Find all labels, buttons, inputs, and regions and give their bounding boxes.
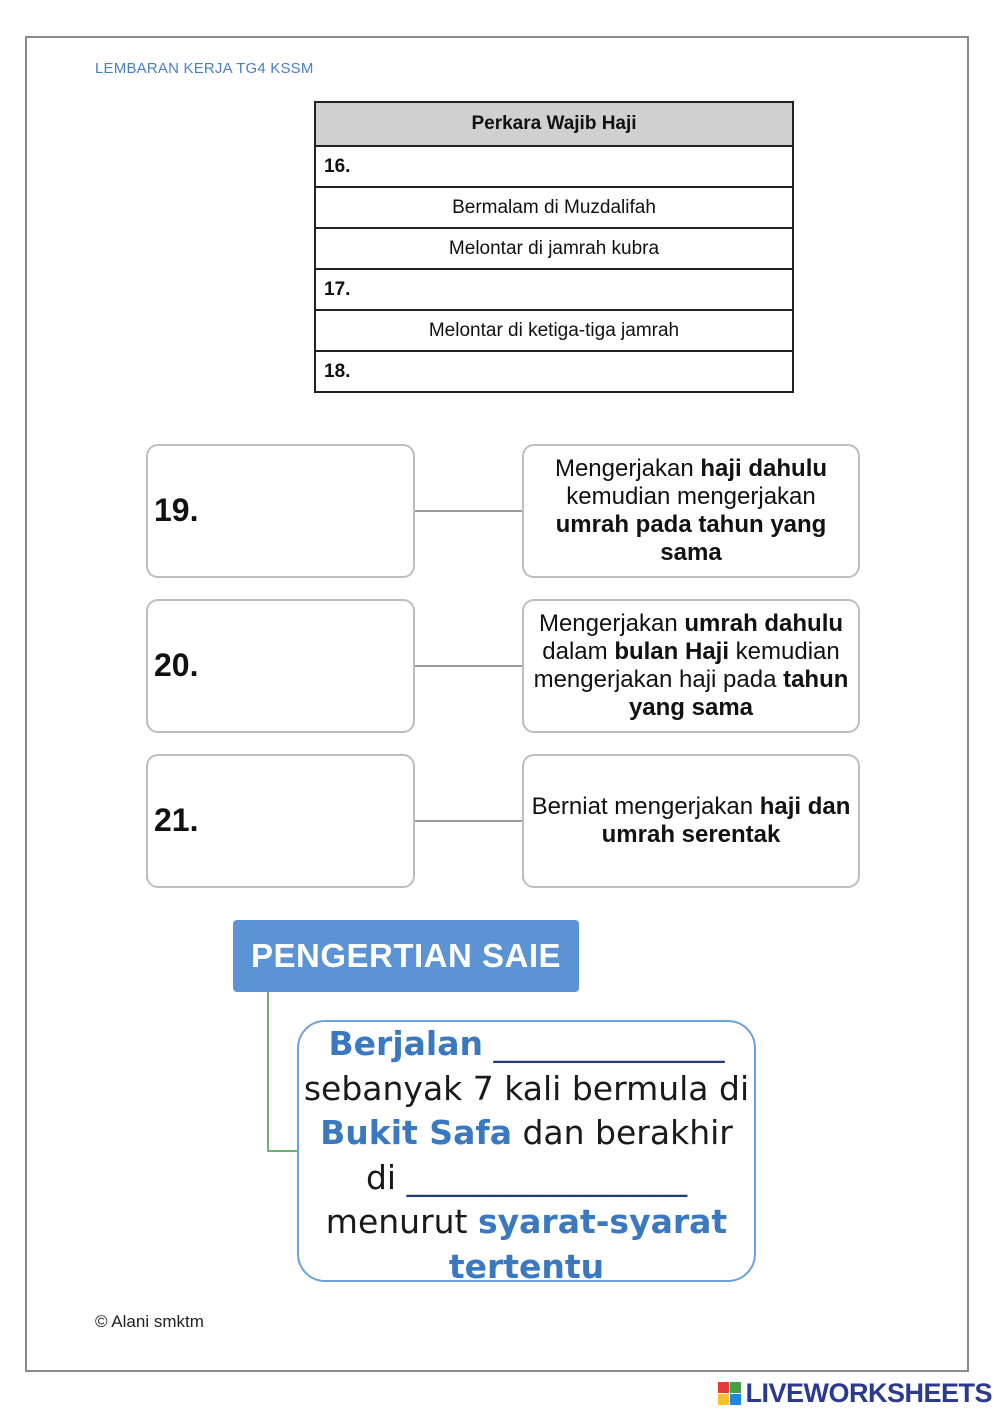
description-segment: Mengerjakan [538, 610, 685, 637]
word-berjalan: Berjalan [328, 1024, 483, 1063]
table-heading: Perkara Wajib Haji [315, 102, 793, 146]
answer-cell[interactable]: 18. [315, 351, 793, 392]
logo-square [718, 1394, 729, 1405]
word-syarat: syarat-syarat tertentu [448, 1202, 728, 1286]
saie-text-2: dan berakhir [522, 1113, 733, 1152]
description-bold: umrah pada tahun yang sama [555, 511, 827, 566]
table-cell: Melontar di jamrah kubra [315, 228, 793, 269]
table-row [315, 187, 793, 228]
description-bold: tahun yang sama [628, 666, 849, 721]
answer-cell[interactable]: 16. [315, 146, 793, 187]
liveworksheets-brand[interactable] [718, 1378, 992, 1409]
word-bukit-safa: Bukit Safa [320, 1113, 512, 1152]
description-bold: bulan [614, 638, 679, 665]
answer-number: 20. [154, 647, 199, 683]
table-cell: Melontar di ketiga-tiga jamrah [315, 310, 793, 351]
answer-box[interactable] [146, 599, 415, 733]
connector-line [415, 510, 523, 512]
liveworksheets-logo-icon [718, 1382, 741, 1405]
description-segment [678, 638, 685, 665]
description-segment: Berniat mengerjakan [531, 793, 760, 820]
answer-box[interactable] [146, 444, 415, 578]
description-box [522, 599, 860, 733]
table-row [315, 310, 793, 351]
answer-blank-2[interactable]: _________________ [406, 1157, 688, 1197]
saie-text-1: sebanyak 7 kali bermula di [303, 1068, 750, 1108]
logo-square [718, 1382, 729, 1393]
answer-box[interactable] [146, 754, 415, 888]
connector-line [415, 665, 523, 667]
description-text [530, 610, 852, 722]
table-row [315, 146, 793, 187]
worksheet-header: LEMBARAN KERJA TG4 KSSM [95, 60, 314, 77]
answer-number: 19. [154, 492, 199, 528]
saie-definition-box [297, 1020, 756, 1286]
description-box [522, 754, 860, 888]
description-bold: haji dan umrah serentak [601, 793, 851, 848]
copyright-footer: © Alani smktm [95, 1312, 204, 1331]
table-row [315, 228, 793, 269]
logo-square [730, 1394, 741, 1405]
brand-name: LIVEWORKSHEETS [745, 1378, 992, 1408]
description-segment: kemudian mengerjakan haji pada [533, 638, 840, 693]
wajib-haji-table [314, 101, 794, 393]
table-row [315, 269, 793, 310]
table-cell: Bermalam di Muzdalifah [315, 187, 793, 228]
description-text [530, 793, 852, 849]
connector-line [415, 820, 523, 822]
word-di: di [365, 1157, 397, 1197]
word-menurut: menurut [325, 1202, 468, 1241]
description-text [530, 455, 852, 567]
logo-square [730, 1382, 741, 1393]
answer-blank-1[interactable]: ______________ [493, 1024, 725, 1063]
description-bold: Haji [684, 638, 729, 665]
saie-definition-text [299, 1022, 754, 1289]
description-bold: umrah dahulu [684, 610, 844, 637]
description-segment: dalam [542, 638, 615, 665]
saie-connector-vertical [267, 992, 269, 1152]
description-segment: kemudian mengerjakan [566, 483, 816, 510]
description-box [522, 444, 860, 578]
saie-connector-horizontal [267, 1150, 299, 1152]
description-segment: Mengerjakan [554, 455, 701, 482]
answer-cell[interactable]: 17. [315, 269, 793, 310]
saie-title: PENGERTIAN SAIE [233, 920, 579, 992]
description-bold: haji dahulu [700, 455, 828, 482]
answer-number: 21. [154, 802, 199, 838]
table-row [315, 351, 793, 392]
